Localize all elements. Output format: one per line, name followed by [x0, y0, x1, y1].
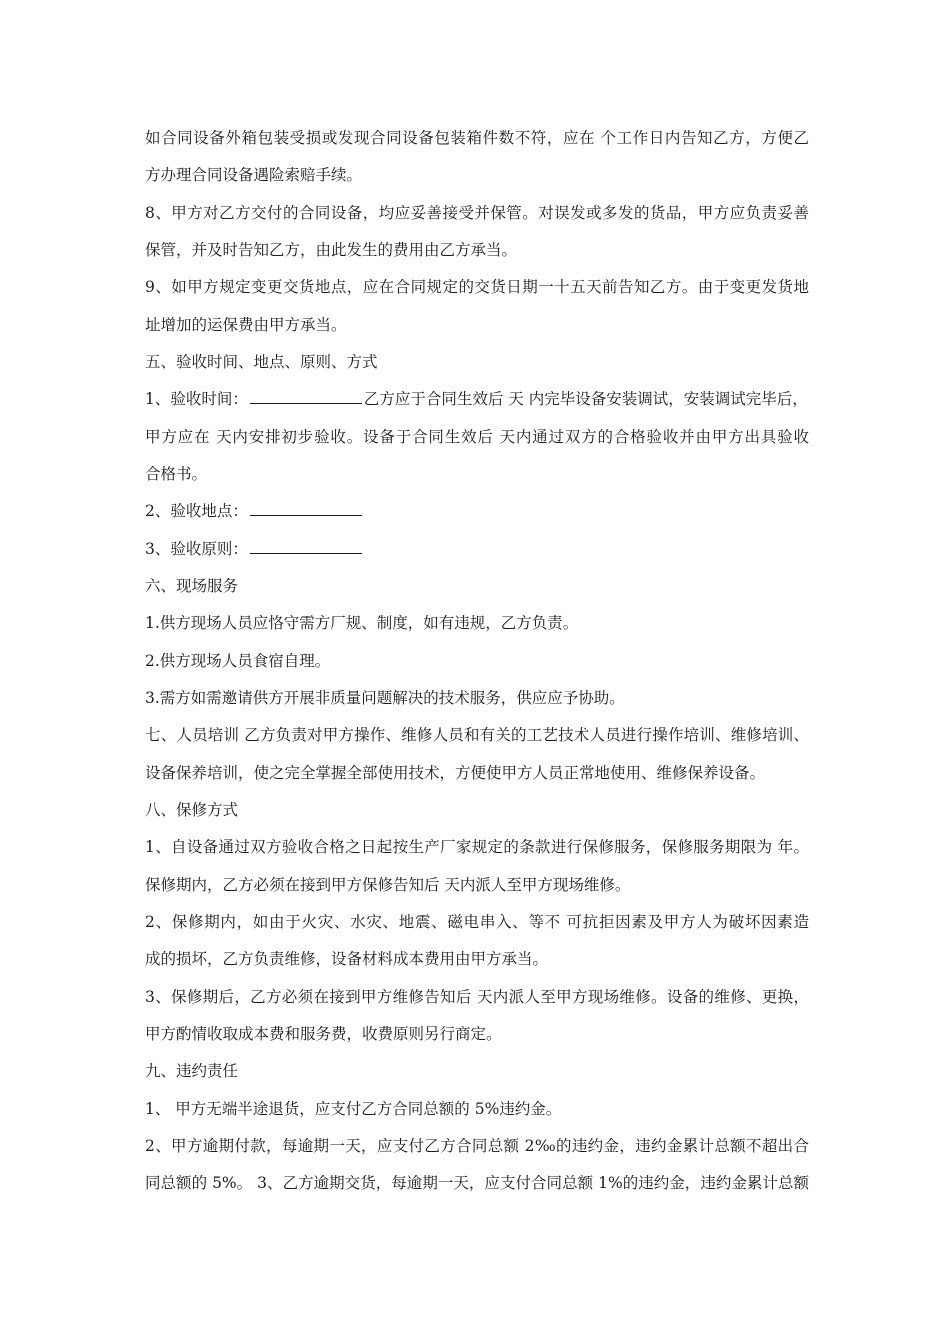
- paragraph-line: 9、如甲方规定变更交货地点，应在合同规定的交货日期一十五天前告知乙方。由于变更发货地: [145, 278, 809, 296]
- paragraph-line: 保修期内，乙方必须在接到甲方保修告知后 天内派人至甲方现场维修。: [145, 876, 631, 894]
- acceptance-location-line: [145, 501, 364, 521]
- paragraph-line: 3、保修期后，乙方必须在接到甲方维修告知后 天内派人至甲方现场维修。设备的维修、更换，: [145, 988, 809, 1006]
- paragraph-line: 8、甲方对乙方交付的合同设备，均应妥善接受并保管。对误发或多发的货品，甲方应负责妥善: [145, 204, 809, 222]
- paragraph-line: 如合同设备外箱包装受损或发现合同设备包装箱件数不符，应在 个工作日内告知乙方，方便乙: [145, 129, 809, 147]
- paragraph-line: 同总额的 5%。 3、乙方逾期交货，每逾期一天，应支付合同总额 1%的违约金，违约金累计总额: [145, 1174, 809, 1192]
- paragraph-line: 七、人员培训 乙方负责对甲方操作、维修人员和有关的工艺技术人员进行操作培训、维修培训、: [145, 726, 809, 744]
- paragraph-line: 甲方应在 天内安排初步验收。设备于合同生效后 天内通过双方的合格验收并由甲方出具验收: [145, 428, 809, 446]
- section-heading: 五、验收时间、地点、原则、方式: [145, 353, 378, 371]
- paragraph-line: 方办理合同设备遇险索赔手续。: [145, 166, 363, 184]
- paragraph-line: 2、甲方逾期付款，每逾期一天，应支付乙方合同总额 2‰的违约金，违约金累计总额不超出合: [145, 1137, 809, 1155]
- section-heading: 九、违约责任: [145, 1062, 239, 1080]
- field-label: 2、验收地点：: [145, 502, 248, 520]
- paragraph-line: 1.供方现场人员应恪守需方厂规、制度，如有违规，乙方负责。: [145, 614, 579, 632]
- fill-in-blank: [250, 501, 362, 516]
- fill-in-blank: [250, 539, 362, 554]
- acceptance-principle-line: [145, 539, 364, 559]
- field-label: 1、验收时间：: [145, 390, 248, 408]
- paragraph-line: 合格书。: [145, 465, 208, 483]
- paragraph-line: 甲方酌情收取成本费和服务费，收费原则另行商定。: [145, 1025, 502, 1043]
- field-label: 3、验收原则：: [145, 540, 248, 558]
- section-heading: 六、现场服务: [145, 577, 239, 595]
- paragraph-line: 2、保修期内，如由于火灾、水灾、地震、磁电串入、等不 可抗拒因素及甲方人为破坏因素造: [145, 913, 809, 931]
- section-heading: 八、保修方式: [145, 801, 239, 819]
- paragraph-line: 设备保养培训，使之完全掌握全部使用技术，方便使甲方人员正常地使用、维修保养设备。: [145, 764, 766, 782]
- paragraph-line: 保管，并及时告知乙方，由此发生的费用由乙方承当。: [145, 241, 518, 259]
- paragraph-line: 1、 甲方无端半途退货，应支付乙方合同总额的 5%违约金。: [145, 1100, 562, 1118]
- paragraph-text: 乙方应于合同生效后 天 内完毕设备安装调试，安装调试完毕后，: [363, 390, 808, 408]
- fill-in-blank: [250, 389, 362, 404]
- paragraph-line: 1、自设备通过双方验收合格之日起按生产厂家规定的条款进行保修服务，保修服务期限为 年。: [145, 838, 809, 856]
- paragraph-line: 2.供方现场人员食宿自理。: [145, 652, 331, 670]
- paragraph-line: 址增加的运保费由甲方承当。: [145, 316, 347, 334]
- paragraph-line: 成的损坏，乙方负责维修，设备材料成本费用由甲方承当。: [145, 950, 549, 968]
- acceptance-time-line: [145, 389, 809, 409]
- paragraph-line: 3.需方如需邀请供方开展非质量问题解决的技术服务，供应应予协助。: [145, 689, 625, 707]
